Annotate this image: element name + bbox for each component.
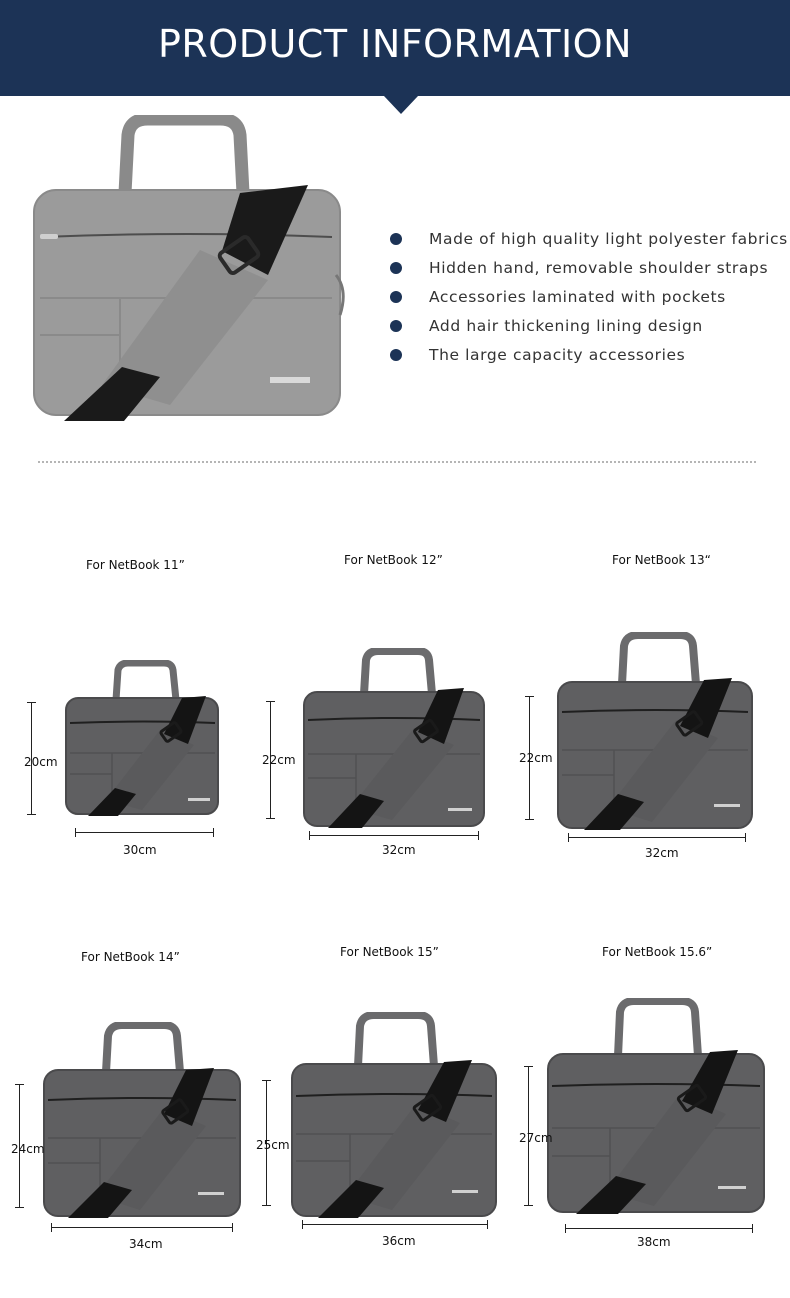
- height-label-15-6: 27cm: [519, 1131, 553, 1145]
- width-dimension-line: [302, 1224, 488, 1225]
- size-label-12: For NetBook 12”: [344, 553, 443, 567]
- feature-item: [388, 228, 788, 257]
- width-dimension-line: [51, 1227, 233, 1228]
- bullet-icon: [390, 291, 402, 303]
- size-label-13: For NetBook 13“: [612, 553, 711, 567]
- size-label-15: For NetBook 15”: [340, 945, 439, 959]
- width-label-11: 30cm: [123, 843, 157, 857]
- feature-text: Made of high quality light polyester fabrics: [429, 230, 788, 248]
- width-dimension-line: [568, 837, 746, 838]
- size-label-14: For NetBook 14”: [81, 950, 180, 964]
- bullet-icon: [390, 233, 402, 245]
- width-dimension-line: [75, 832, 214, 833]
- feature-item: [388, 344, 788, 373]
- header-banner: [0, 0, 790, 96]
- feature-item: [388, 286, 788, 315]
- bag-image-15-6: [542, 998, 776, 1218]
- hero-bag-image: [30, 115, 346, 425]
- bag-image-15: [286, 1012, 506, 1220]
- feature-text: Add hair thickening lining design: [429, 317, 703, 335]
- width-label-15-6: 38cm: [637, 1235, 671, 1249]
- dotted-divider: [38, 461, 756, 463]
- feature-item: [388, 315, 788, 344]
- header-notch: [384, 96, 418, 114]
- width-label-15: 36cm: [382, 1234, 416, 1248]
- feature-text: Hidden hand, removable shoulder straps: [429, 259, 769, 277]
- width-label-12: 32cm: [382, 843, 416, 857]
- size-label-11: For NetBook 11”: [86, 558, 185, 572]
- bullet-icon: [390, 349, 402, 361]
- bag-image-14: [38, 1022, 248, 1220]
- bag-image-12: [298, 648, 494, 832]
- width-label-13: 32cm: [645, 846, 679, 860]
- feature-text: The large capacity accessories: [429, 346, 686, 364]
- bullet-icon: [390, 320, 402, 332]
- width-dimension-line: [309, 835, 479, 836]
- width-dimension-line: [565, 1228, 753, 1229]
- height-label-13: 22cm: [519, 751, 553, 765]
- width-label-14: 34cm: [129, 1237, 163, 1251]
- feature-text: Accessories laminated with pockets: [429, 288, 726, 306]
- height-label-14: 24cm: [11, 1142, 45, 1156]
- height-label-11: 20cm: [24, 755, 58, 769]
- bag-image-11: [60, 660, 232, 820]
- bullet-icon: [390, 262, 402, 274]
- feature-list: [388, 228, 788, 373]
- bag-image-13: [552, 632, 762, 832]
- height-label-12: 22cm: [262, 753, 296, 767]
- height-label-15: 25cm: [256, 1138, 290, 1152]
- feature-item: [388, 257, 788, 286]
- page-title: PRODUCT INFORMATION: [157, 22, 633, 66]
- size-label-15-6: For NetBook 15.6”: [602, 945, 713, 959]
